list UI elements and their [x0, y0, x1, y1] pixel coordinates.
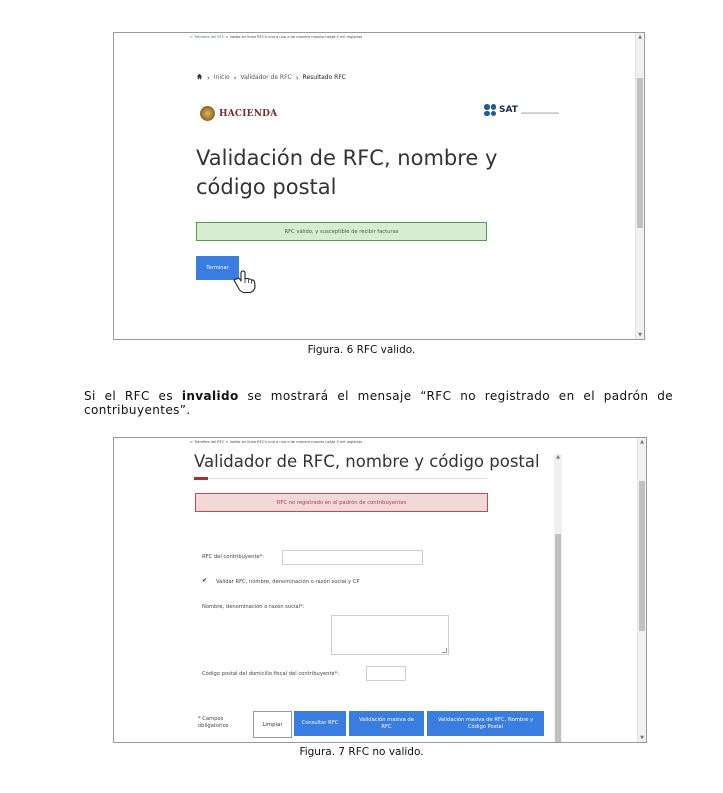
figure1-caption: Figura. 6 RFC valido.: [307, 344, 416, 356]
title-accent: [194, 477, 208, 480]
error-alert: RFC no registrado en el padrón de contribuyentes: [195, 493, 488, 512]
terminar-button[interactable]: Terminar: [196, 256, 239, 280]
sat-dots-icon: [484, 104, 496, 116]
required-note: * Campos obligatorios: [198, 716, 229, 729]
top-crumb[interactable]: > Trámites del RFC > Valida en línea RFC's uno a uno o de manera masiva hasta 5 mil registros: [190, 440, 363, 444]
seal-icon: [200, 106, 215, 121]
rfc-input[interactable]: [282, 550, 423, 565]
scroll-up-icon[interactable]: ▲: [640, 439, 644, 445]
scroll-down-icon[interactable]: ▼: [638, 332, 642, 338]
page-title: Validación de RFC, nombre y código postal: [196, 146, 498, 199]
breadcrumb-validador[interactable]: Validador de RFC: [240, 74, 292, 81]
figure2-caption: Figura. 7 RFC no valido.: [299, 746, 424, 758]
scroll-thumb[interactable]: [639, 481, 645, 631]
breadcrumb: [196, 73, 346, 82]
sat-tagline-icon: [521, 112, 559, 115]
top-crumb[interactable]: > Trámites del RFC > Valida en línea RFC's uno a uno o de manera masiva hasta 5 mil registros: [190, 35, 363, 39]
title-divider: [194, 478, 487, 479]
inner-scrollbar[interactable]: [554, 454, 562, 742]
limpiar-button[interactable]: Limpiar: [253, 711, 292, 738]
name-label: Nombre, denominación o razón social*:: [202, 604, 305, 610]
vertical-scrollbar[interactable]: [637, 438, 646, 742]
explanation-paragraph: Si el RFC es invalido se mostrará el mensaje “RFC no registrado en el padrón de contribuyentes”.: [84, 389, 673, 417]
scroll-thumb[interactable]: [637, 78, 643, 228]
resize-handle-icon[interactable]: [442, 648, 447, 653]
cp-label: Código postal del domicilio fiscal del contribuyente*:: [202, 671, 339, 677]
vertical-scrollbar[interactable]: [635, 33, 644, 339]
inner-scroll-thumb[interactable]: [555, 534, 561, 742]
cp-input[interactable]: [366, 666, 406, 681]
figure2-screenshot: [113, 437, 647, 743]
validacion-masiva-button[interactable]: Validación masiva de RFC: [349, 711, 424, 736]
page-title: Validador de RFC, nombre y código postal: [194, 452, 540, 471]
figure1-screenshot: [113, 32, 645, 340]
consultar-rfc-button[interactable]: Consultar RFC: [294, 711, 346, 736]
scroll-down-icon[interactable]: ▼: [640, 735, 644, 741]
chevron-right-icon: ›: [207, 73, 210, 82]
name-textarea[interactable]: [331, 615, 449, 655]
hand-pointer-icon: [232, 270, 260, 298]
invalid-keyword: invalido: [181, 389, 239, 403]
breadcrumb-current: Resultado RFC: [302, 74, 346, 81]
success-alert: RFC válido, y susceptible de recibir facturas: [196, 222, 487, 241]
inner-scroll-up-icon[interactable]: ▲: [556, 454, 560, 460]
chevron-right-icon: ›: [295, 73, 299, 82]
rfc-label: RFC del contribuyente*:: [202, 554, 265, 560]
breadcrumb-home[interactable]: Inicio: [213, 74, 230, 81]
chevron-right-icon: ›: [233, 73, 237, 82]
checkmark-icon[interactable]: ✔: [202, 577, 208, 584]
hacienda-logo[interactable]: HACIENDA: [200, 106, 277, 121]
validacion-masiva-completa-button[interactable]: Validación masiva de RFC, Nombre y Código Postal: [427, 711, 544, 736]
scroll-up-icon[interactable]: ▲: [638, 34, 642, 40]
validar-checkbox-label[interactable]: Validar RFC, nombre, denominación o razón social y CP: [216, 579, 360, 585]
sat-logo[interactable]: SAT: [484, 104, 559, 116]
home-icon[interactable]: [196, 73, 203, 82]
